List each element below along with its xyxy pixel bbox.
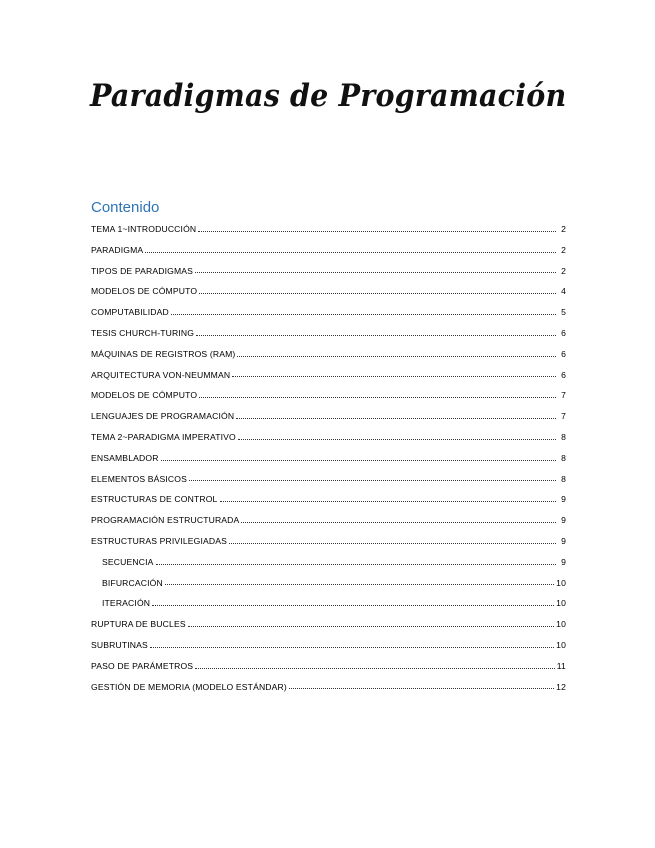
toc-dot-leader (229, 542, 556, 544)
toc-dot-leader (195, 271, 556, 273)
toc-entry-label: MÁQUINAS DE REGISTROS (RAM) (91, 348, 236, 359)
toc-entry-page-number: 10 (556, 639, 566, 650)
toc-entry-label: TEMA 1~INTRODUCCIÓN (91, 224, 197, 234)
toc-entry[interactable] (91, 469, 566, 490)
toc-dot-leader (220, 500, 557, 502)
toc-entry-page-number: 9 (561, 535, 566, 546)
toc-entry[interactable] (91, 427, 566, 448)
toc-entry-page-number: 7 (561, 390, 566, 401)
toc-dot-leader (145, 251, 556, 253)
toc-entry-page-number: 10 (556, 577, 566, 588)
toc-entry-label: BIFURCACIÓN (102, 577, 163, 588)
toc-dot-leader (236, 417, 556, 419)
toc-entry-label: ELEMENTOS BÁSICOS (91, 473, 187, 484)
toc-entry[interactable] (91, 593, 566, 614)
toc-entry-label: ENSAMBLADOR (91, 452, 159, 463)
table-of-contents (91, 219, 566, 697)
toc-entry[interactable] (91, 448, 566, 469)
toc-entry-page-number: 2 (561, 244, 566, 255)
toc-entry-label: TIPOS DE PARADIGMAS (91, 265, 194, 276)
toc-entry[interactable] (91, 656, 566, 677)
toc-dot-leader (171, 313, 556, 315)
toc-entry-page-number: 10 (556, 619, 566, 630)
toc-entry-page-number: 7 (561, 411, 566, 422)
toc-dot-leader (241, 521, 556, 523)
toc-entry-page-number: 8 (561, 431, 566, 442)
toc-dot-leader (198, 230, 556, 232)
toc-entry[interactable] (91, 240, 566, 261)
toc-entry-page-number: 10 (556, 598, 566, 609)
toc-entry[interactable] (91, 365, 566, 386)
toc-entry[interactable] (91, 261, 566, 282)
toc-entry-label: PASO DE PARÁMETROS (91, 660, 194, 671)
toc-entry-page-number: 8 (561, 473, 566, 484)
toc-dot-leader (199, 396, 556, 398)
toc-entry[interactable] (91, 573, 566, 594)
toc-dot-leader (199, 292, 556, 294)
toc-entry[interactable] (91, 406, 566, 427)
toc-entry-page-number: 6 (561, 348, 566, 359)
toc-dot-leader (165, 583, 554, 585)
toc-entry-label: TEMA 2~PARADIGMA IMPERATIVO (91, 431, 236, 442)
toc-dot-leader (188, 625, 554, 627)
toc-entry[interactable] (91, 510, 566, 531)
toc-entry-label: SECUENCIA (102, 556, 154, 567)
toc-entry[interactable] (91, 635, 566, 656)
page-title: Paradigmas de Programación (90, 78, 567, 114)
toc-dot-leader (152, 604, 554, 606)
toc-entry-label: MODELOS DE CÓMPUTO (91, 390, 198, 401)
toc-entry-label: PROGRAMACIÓN ESTRUCTURADA (91, 515, 240, 526)
toc-heading: Contenido (91, 199, 160, 216)
toc-entry-page-number: 8 (561, 452, 566, 463)
toc-dot-leader (232, 375, 556, 377)
toc-entry-label: COMPUTABILIDAD (91, 307, 169, 318)
toc-entry-label: MODELOS DE CÓMPUTO (91, 286, 198, 297)
toc-dot-leader (156, 563, 557, 565)
toc-entry[interactable] (91, 323, 566, 344)
toc-dot-leader (196, 334, 556, 336)
toc-entry-page-number: 2 (561, 265, 566, 276)
toc-dot-leader (150, 646, 554, 648)
toc-entry-page-number: 9 (561, 494, 566, 505)
toc-entry-label: ITERACIÓN (102, 598, 151, 609)
toc-entry[interactable] (91, 281, 566, 302)
toc-entry-label: LENGUAJES DE PROGRAMACIÓN (91, 411, 235, 422)
toc-dot-leader (237, 355, 556, 357)
toc-entry-label: TESIS CHURCH-TURING (91, 327, 195, 338)
toc-entry[interactable] (91, 552, 566, 573)
toc-dot-leader (189, 479, 556, 481)
toc-entry-page-number: 12 (556, 681, 566, 692)
toc-dot-leader (161, 459, 556, 461)
toc-entry-label: ESTRUCTURAS DE CONTROL (91, 494, 218, 505)
toc-entry[interactable] (91, 344, 566, 365)
toc-entry[interactable] (91, 385, 566, 406)
toc-entry[interactable] (91, 489, 566, 510)
toc-entry-label: SUBRUTINAS (91, 639, 148, 650)
toc-entry-label: ARQUITECTURA VON-NEUMMAN (91, 369, 231, 380)
toc-dot-leader (195, 667, 555, 669)
toc-entry-label: PARADIGMA (91, 244, 144, 255)
toc-entry-page-number: 6 (561, 327, 566, 338)
toc-dot-leader (238, 438, 556, 440)
toc-entry[interactable] (91, 677, 566, 698)
toc-entry-page-number: 4 (561, 286, 566, 297)
toc-entry-page-number: 5 (561, 307, 566, 318)
toc-entry-page-number: 9 (561, 515, 566, 526)
toc-entry-label: RUPTURA DE BUCLES (91, 619, 186, 630)
toc-entry-page-number: 2 (561, 224, 566, 234)
toc-entry-page-number: 11 (556, 660, 566, 671)
toc-entry-page-number: 6 (561, 369, 566, 380)
toc-entry[interactable] (91, 614, 566, 635)
toc-entry[interactable] (91, 302, 566, 323)
toc-entry-label: ESTRUCTURAS PRIVILEGIADAS (91, 535, 228, 546)
toc-entry-label: GESTIÓN DE MEMORIA (MODELO ESTÁNDAR) (91, 681, 287, 692)
toc-dot-leader (289, 687, 554, 689)
toc-entry[interactable] (91, 219, 566, 240)
toc-entry-page-number: 9 (561, 556, 566, 567)
toc-entry[interactable] (91, 531, 566, 552)
